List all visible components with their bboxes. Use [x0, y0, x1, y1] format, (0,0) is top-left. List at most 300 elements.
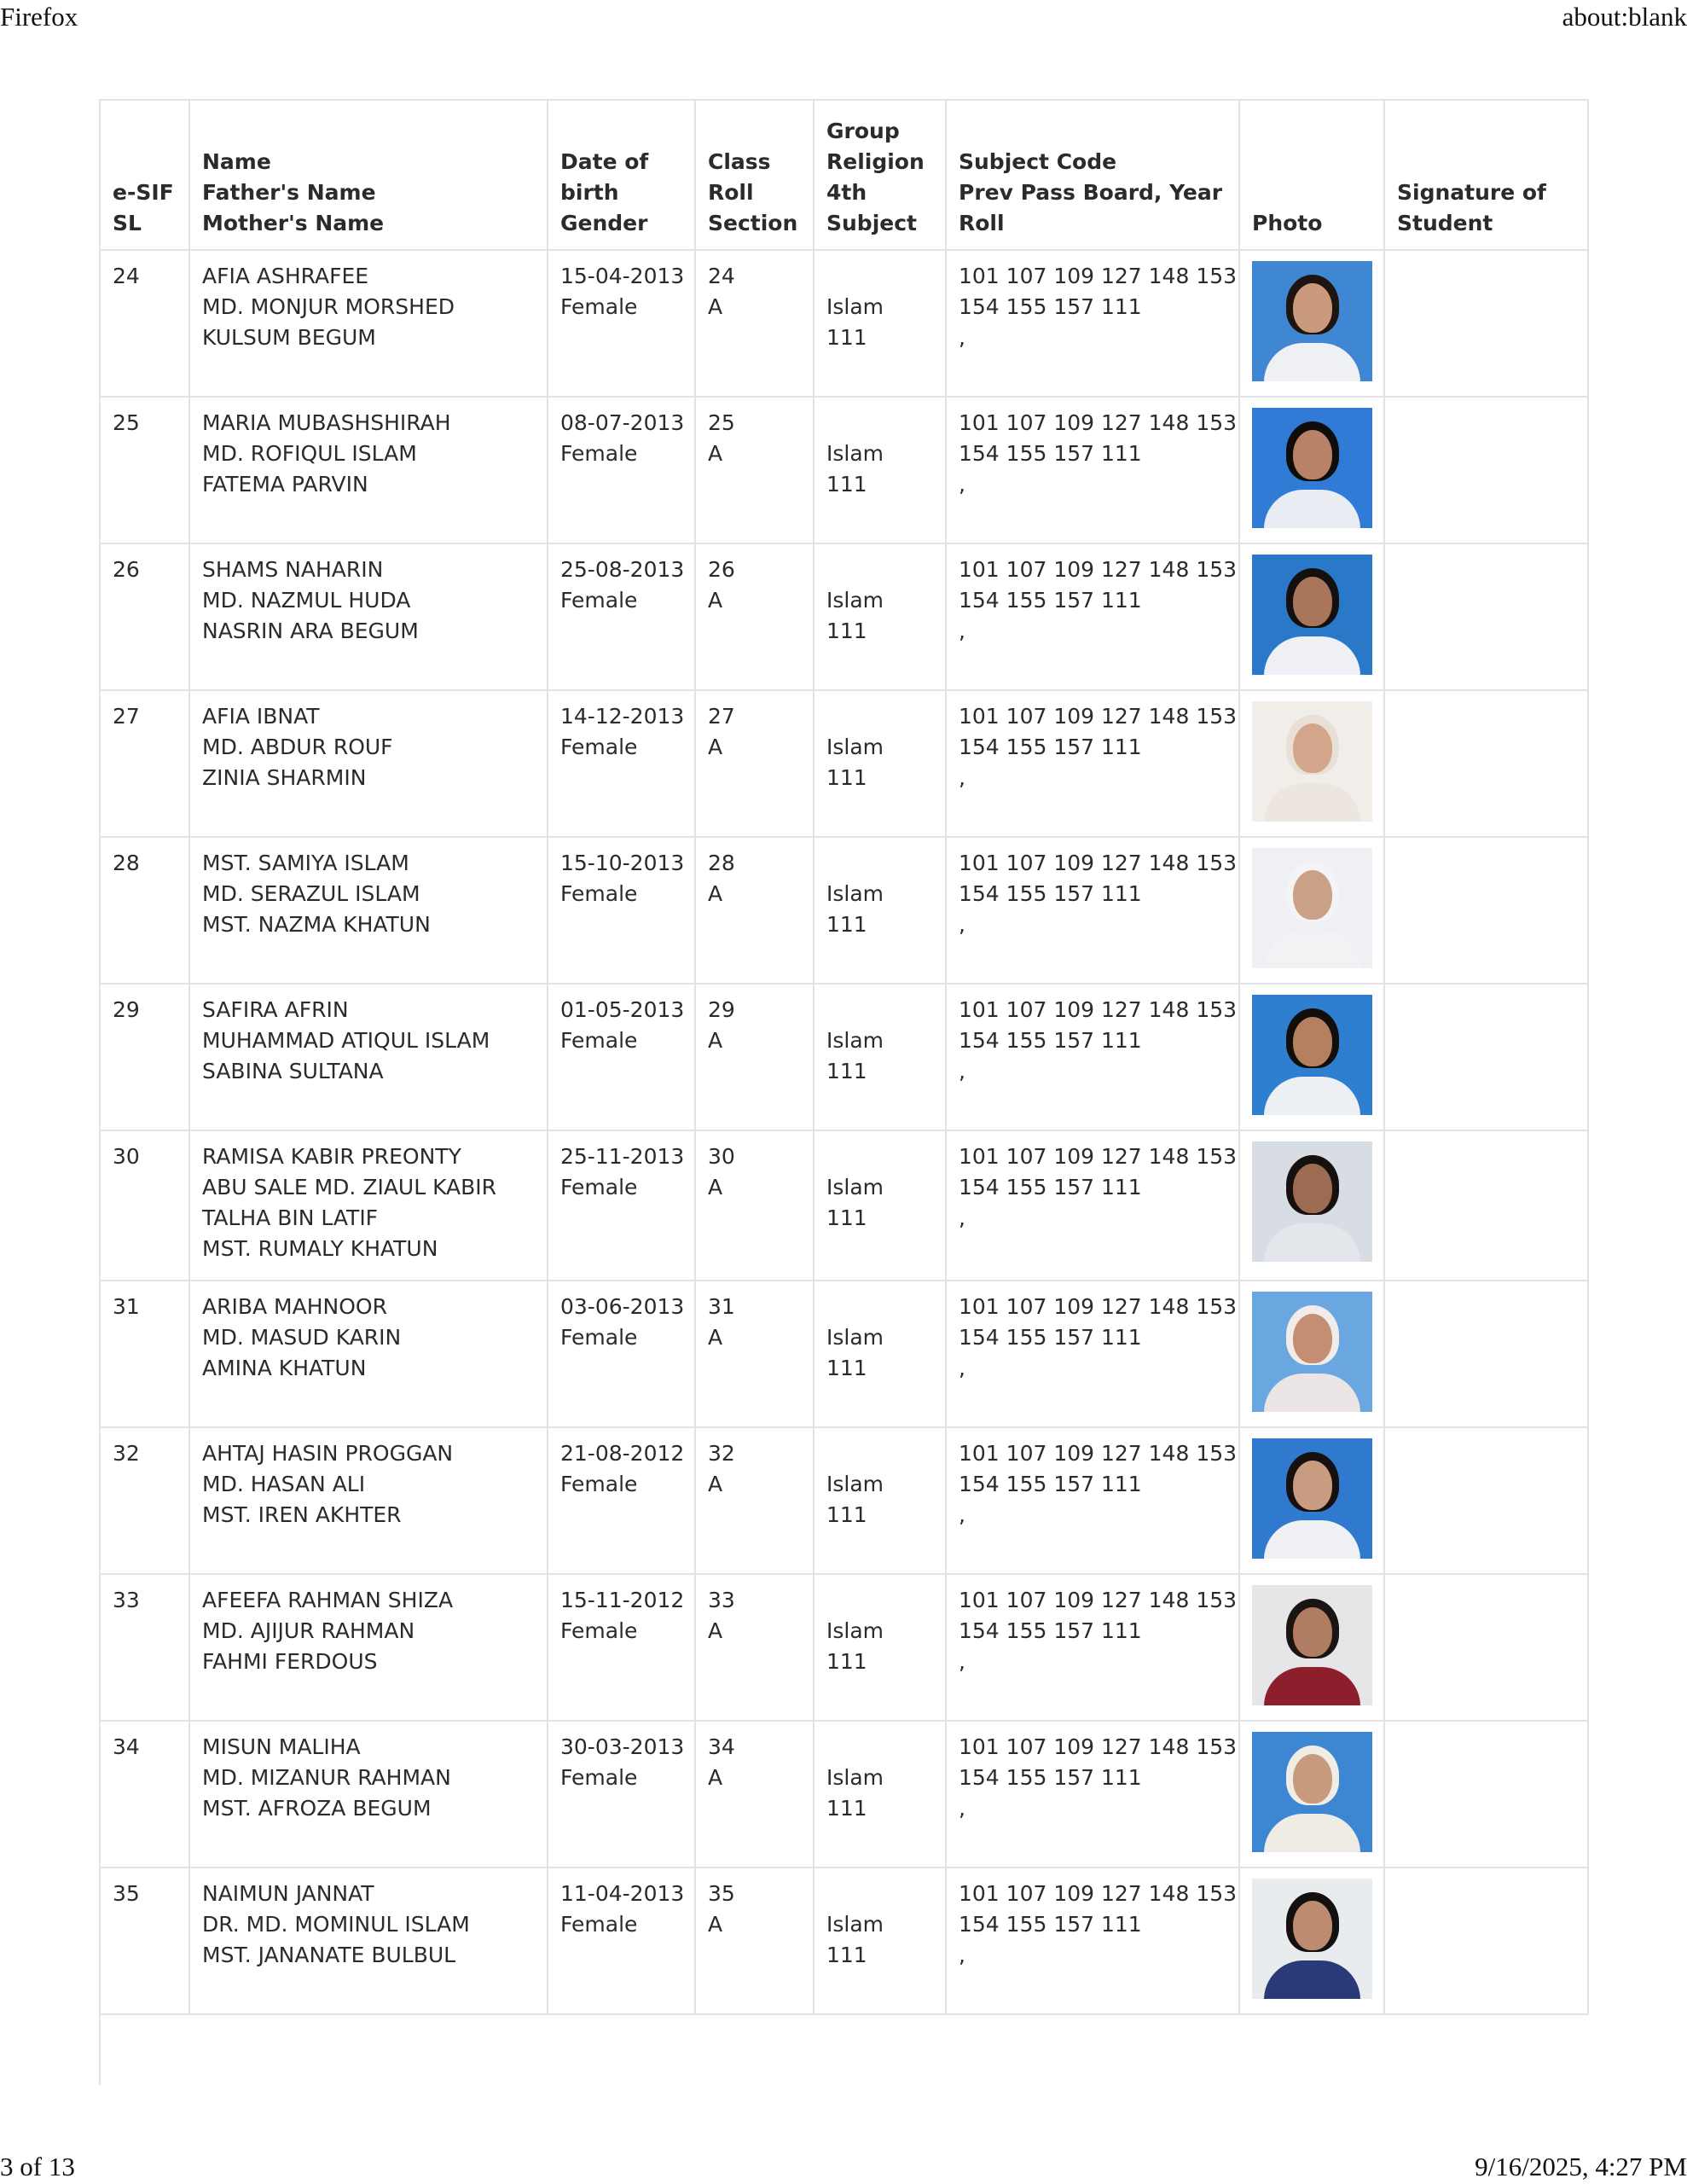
cell-roll-section [695, 1281, 814, 1427]
mother-name: ZINIA SHARMIN [202, 765, 367, 790]
photo-face [1293, 1901, 1332, 1950]
subject-codes-line-2: 154 155 157 111 [959, 881, 1142, 906]
cell-names [189, 1281, 548, 1427]
fourth-subject: 111 [826, 1943, 867, 1967]
subject-codes-line-2: 154 155 157 111 [959, 1765, 1142, 1790]
cell-dob-gender [548, 397, 695, 543]
cell-sl [100, 1867, 189, 2014]
prev-pass-board: , [959, 1796, 965, 1821]
prev-pass-board: , [959, 1205, 965, 1230]
father-name: ABU SALE MD. ZIAUL KABIR [202, 1175, 497, 1199]
cell-photo [1239, 1130, 1384, 1281]
page-url: about:blank [1562, 2, 1687, 32]
group-blank [826, 555, 933, 585]
group-blank [826, 1732, 933, 1763]
cell-names [189, 984, 548, 1130]
photo-uniform [1264, 343, 1360, 381]
subject-codes-line-2: 154 155 157 111 [959, 1175, 1142, 1199]
photo-face [1293, 1164, 1332, 1213]
class-roll: 32 [708, 1441, 735, 1466]
group-blank [826, 701, 933, 732]
father-name: MD. NAZMUL HUDA [202, 588, 411, 613]
cell-photo [1239, 543, 1384, 690]
cell-names [189, 397, 548, 543]
cell-sl [100, 1130, 189, 1281]
subject-codes-line-2: 154 155 157 111 [959, 1618, 1142, 1643]
cell-roll-section [695, 1427, 814, 1574]
gender: Female [560, 1028, 638, 1053]
header-group: Group Religion 4th Subject [814, 100, 946, 250]
table-continuation-rule [99, 1996, 101, 2085]
cell-subject-codes [946, 1867, 1239, 2014]
subject-codes-line-1: 101 107 109 127 148 153 [959, 1734, 1238, 1759]
cell-signature [1384, 1427, 1588, 1574]
cell-subject-codes [946, 1574, 1239, 1721]
cell-sl [100, 1427, 189, 1574]
student-name: MISUN MALIHA [202, 1734, 361, 1759]
religion: Islam [826, 1765, 884, 1790]
student-photo [1252, 1585, 1372, 1705]
prev-pass-board: , [959, 1059, 965, 1083]
gender: Female [560, 294, 638, 319]
mother-name: MST. RUMALY KHATUN [202, 1236, 438, 1261]
class-roll: 26 [708, 557, 735, 582]
group-blank [826, 261, 933, 292]
print-footer [0, 2150, 1687, 2184]
mother-name: NASRIN ARA BEGUM [202, 619, 419, 643]
section: A [708, 1175, 723, 1199]
subject-codes-line-1: 101 107 109 127 148 153 [959, 1588, 1238, 1612]
cell-subject-codes [946, 1281, 1239, 1427]
cell-sl [100, 250, 189, 397]
gender: Female [560, 1765, 638, 1790]
class-roll: 30 [708, 1144, 735, 1169]
cell-names [189, 690, 548, 837]
mother-name: MST. AFROZA BEGUM [202, 1796, 432, 1821]
photo-face [1293, 723, 1332, 773]
father-name: MD. SERAZUL ISLAM [202, 881, 420, 906]
student-name: AFEEFA RAHMAN SHIZA [202, 1588, 454, 1612]
cell-sl [100, 837, 189, 984]
subject-codes-line-1: 101 107 109 127 148 153 [959, 1144, 1238, 1169]
section: A [708, 588, 723, 613]
roster-body [100, 250, 1588, 2014]
photo-uniform [1264, 1960, 1360, 1999]
date-of-birth: 30-03-2013 [560, 1734, 685, 1759]
prev-pass-board: , [959, 1502, 965, 1527]
cell-subject-codes [946, 1721, 1239, 1867]
mother-name: SABINA SULTANA [202, 1059, 384, 1083]
subject-codes-line-1: 101 107 109 127 148 153 [959, 997, 1238, 1022]
mother-name: AMINA KHATUN [202, 1356, 367, 1380]
cell-signature [1384, 250, 1588, 397]
subject-codes-line-2: 154 155 157 111 [959, 1912, 1142, 1937]
table-row [100, 250, 1588, 397]
serial-number: 29 [113, 997, 140, 1022]
subject-codes-line-2: 154 155 157 111 [959, 441, 1142, 466]
section: A [708, 881, 723, 906]
fourth-subject: 111 [826, 1059, 867, 1083]
fourth-subject: 111 [826, 912, 867, 937]
serial-number: 26 [113, 557, 140, 582]
prev-pass-board: , [959, 1649, 965, 1674]
section: A [708, 1028, 723, 1053]
date-of-birth: 15-10-2013 [560, 851, 685, 875]
cell-subject-codes [946, 1427, 1239, 1574]
cell-roll-section [695, 1721, 814, 1867]
photo-face [1293, 1607, 1332, 1657]
group-blank [826, 1292, 933, 1322]
cell-roll-section [695, 690, 814, 837]
photo-uniform [1264, 783, 1360, 822]
cell-dob-gender [548, 1574, 695, 1721]
prev-pass-board: , [959, 1943, 965, 1967]
subject-codes-line-1: 101 107 109 127 148 153 [959, 704, 1238, 729]
date-of-birth: 14-12-2013 [560, 704, 685, 729]
browser-name: Firefox [0, 2, 78, 32]
student-roster-sheet [99, 99, 1587, 2084]
religion: Islam [826, 1618, 884, 1643]
prev-pass-board: , [959, 765, 965, 790]
cell-signature [1384, 1130, 1588, 1281]
table-row [100, 543, 1588, 690]
prev-pass-board: , [959, 325, 965, 350]
student-name: SHAMS NAHARIN [202, 557, 384, 582]
photo-uniform [1264, 1223, 1360, 1262]
cell-names [189, 543, 548, 690]
cell-signature [1384, 837, 1588, 984]
cell-photo [1239, 250, 1384, 397]
cell-signature [1384, 543, 1588, 690]
student-roster-table [99, 99, 1589, 2015]
cell-photo [1239, 1867, 1384, 2014]
religion: Islam [826, 735, 884, 759]
photo-face [1293, 283, 1332, 333]
student-name: AHTAJ HASIN PROGGAN [202, 1441, 454, 1466]
subject-codes-line-1: 101 107 109 127 148 153 [959, 1294, 1238, 1319]
group-blank [826, 1141, 933, 1172]
table-row [100, 1867, 1588, 2014]
cell-group-religion [814, 837, 946, 984]
cell-dob-gender [548, 1721, 695, 1867]
father-name: MD. AJIJUR RAHMAN [202, 1618, 415, 1643]
group-blank [826, 1585, 933, 1616]
fourth-subject: 111 [826, 765, 867, 790]
serial-number: 30 [113, 1144, 140, 1169]
student-name: RAMISA KABIR PREONTY [202, 1144, 461, 1169]
cell-group-religion [814, 397, 946, 543]
header-dob: Date of birth Gender [548, 100, 695, 250]
date-of-birth: 15-11-2012 [560, 1588, 685, 1612]
religion: Islam [826, 588, 884, 613]
serial-number: 32 [113, 1441, 140, 1466]
cell-dob-gender [548, 1130, 695, 1281]
cell-roll-section [695, 984, 814, 1130]
cell-subject-codes [946, 397, 1239, 543]
class-roll: 25 [708, 410, 735, 435]
cell-dob-gender [548, 543, 695, 690]
cell-signature [1384, 1281, 1588, 1427]
photo-face [1293, 430, 1332, 479]
religion: Islam [826, 1028, 884, 1053]
gender: Female [560, 441, 638, 466]
gender: Female [560, 735, 638, 759]
subject-codes-line-1: 101 107 109 127 148 153 [959, 851, 1238, 875]
gender: Female [560, 1175, 638, 1199]
serial-number: 31 [113, 1294, 140, 1319]
cell-sl [100, 1721, 189, 1867]
date-of-birth: 08-07-2013 [560, 410, 685, 435]
father-name: MD. HASAN ALI [202, 1472, 366, 1496]
cell-group-religion [814, 1721, 946, 1867]
page-number: 3 of 13 [0, 2152, 75, 2181]
student-photo [1252, 701, 1372, 822]
table-row [100, 1427, 1588, 1574]
student-photo [1252, 995, 1372, 1115]
photo-uniform [1264, 1077, 1360, 1115]
class-roll: 33 [708, 1588, 735, 1612]
subject-codes-line-2: 154 155 157 111 [959, 1028, 1142, 1053]
serial-number: 33 [113, 1588, 140, 1612]
cell-names [189, 1867, 548, 2014]
student-photo [1252, 261, 1372, 381]
section: A [708, 1325, 723, 1350]
cell-photo [1239, 690, 1384, 837]
header-photo: Photo [1239, 100, 1384, 250]
photo-uniform [1264, 930, 1360, 968]
cell-dob-gender [548, 690, 695, 837]
cell-sl [100, 397, 189, 543]
cell-photo [1239, 1721, 1384, 1867]
section: A [708, 1472, 723, 1496]
table-row [100, 1574, 1588, 1721]
group-blank [826, 1879, 933, 1909]
cell-group-religion [814, 984, 946, 1130]
photo-uniform [1264, 1520, 1360, 1559]
cell-subject-codes [946, 250, 1239, 397]
cell-roll-section [695, 250, 814, 397]
subject-codes-line-1: 101 107 109 127 148 153 [959, 1881, 1238, 1906]
header-signature: Signature of Student [1384, 100, 1588, 250]
cell-photo [1239, 397, 1384, 543]
father-name: MD. ROFIQUL ISLAM [202, 441, 417, 466]
student-name: ARIBA MAHNOOR [202, 1294, 387, 1319]
photo-face [1293, 870, 1332, 920]
cell-photo [1239, 1574, 1384, 1721]
photo-face [1293, 1314, 1332, 1363]
cell-roll-section [695, 1130, 814, 1281]
print-timestamp: 9/16/2025, 4:27 PM [1475, 2152, 1687, 2181]
cell-sl [100, 543, 189, 690]
cell-group-religion [814, 1574, 946, 1721]
student-name: MST. SAMIYA ISLAM [202, 851, 409, 875]
prev-pass-board: , [959, 912, 965, 937]
student-name: MARIA MUBASHSHIRAH [202, 410, 451, 435]
subject-codes-line-2: 154 155 157 111 [959, 1325, 1142, 1350]
cell-group-religion [814, 543, 946, 690]
date-of-birth: 01-05-2013 [560, 997, 685, 1022]
date-of-birth: 03-06-2013 [560, 1294, 685, 1319]
cell-signature [1384, 397, 1588, 543]
cell-sl [100, 1574, 189, 1721]
table-row [100, 984, 1588, 1130]
group-blank [826, 408, 933, 439]
photo-uniform [1264, 490, 1360, 528]
subject-codes-line-2: 154 155 157 111 [959, 1472, 1142, 1496]
gender: Female [560, 1912, 638, 1937]
gender: Female [560, 1472, 638, 1496]
table-row [100, 690, 1588, 837]
cell-group-religion [814, 690, 946, 837]
date-of-birth: 25-11-2013 [560, 1144, 685, 1169]
serial-number: 25 [113, 410, 140, 435]
subject-codes-line-1: 101 107 109 127 148 153 [959, 1441, 1238, 1466]
cell-photo [1239, 1281, 1384, 1427]
serial-number: 24 [113, 264, 140, 288]
date-of-birth: 21-08-2012 [560, 1441, 685, 1466]
father-name: DR. MD. MOMINUL ISLAM [202, 1912, 470, 1937]
class-roll: 35 [708, 1881, 735, 1906]
photo-face [1293, 1754, 1332, 1804]
photo-uniform [1264, 1814, 1360, 1852]
date-of-birth: 15-04-2013 [560, 264, 685, 288]
cell-photo [1239, 837, 1384, 984]
date-of-birth: 11-04-2013 [560, 1881, 685, 1906]
cell-roll-section [695, 1574, 814, 1721]
subject-codes-line-2: 154 155 157 111 [959, 588, 1142, 613]
subject-codes-line-2: 154 155 157 111 [959, 294, 1142, 319]
mother-name: MST. JANANATE BULBUL [202, 1943, 456, 1967]
religion: Islam [826, 441, 884, 466]
cell-names [189, 250, 548, 397]
cell-photo [1239, 984, 1384, 1130]
student-name: SAFIRA AFRIN [202, 997, 349, 1022]
cell-signature [1384, 1721, 1588, 1867]
student-photo [1252, 1438, 1372, 1559]
father-name: MD. MASUD KARIN [202, 1325, 402, 1350]
cell-dob-gender [548, 984, 695, 1130]
table-row [100, 397, 1588, 543]
photo-face [1293, 1461, 1332, 1510]
cell-group-religion [814, 1427, 946, 1574]
class-roll: 24 [708, 264, 735, 288]
subject-codes-line-1: 101 107 109 127 148 153 [959, 557, 1238, 582]
religion: Islam [826, 294, 884, 319]
student-name: NAIMUN JANNAT [202, 1881, 374, 1906]
cell-subject-codes [946, 1130, 1239, 1281]
gender: Female [560, 1325, 638, 1350]
cell-group-religion [814, 250, 946, 397]
cell-roll-section [695, 837, 814, 984]
student-photo [1252, 1141, 1372, 1262]
fourth-subject: 111 [826, 1356, 867, 1380]
prev-pass-board: , [959, 1356, 965, 1380]
religion: Islam [826, 1912, 884, 1937]
mother-name: MST. IREN AKHTER [202, 1502, 402, 1527]
prev-pass-board: , [959, 472, 965, 497]
class-roll: 29 [708, 997, 735, 1022]
cell-signature [1384, 1574, 1588, 1721]
cell-group-religion [814, 1130, 946, 1281]
cell-dob-gender [548, 1427, 695, 1574]
cell-names [189, 1130, 548, 1281]
gender: Female [560, 588, 638, 613]
table-row [100, 837, 1588, 984]
mother-name: FATEMA PARVIN [202, 472, 368, 497]
print-header [0, 0, 1687, 34]
header-roll: Class Roll Section [695, 100, 814, 250]
cell-names [189, 1574, 548, 1721]
cell-subject-codes [946, 543, 1239, 690]
fourth-subject: 111 [826, 325, 867, 350]
student-name: AFIA IBNAT [202, 704, 320, 729]
student-photo [1252, 1292, 1372, 1412]
guardian-name: TALHA BIN LATIF [202, 1205, 379, 1230]
serial-number: 34 [113, 1734, 140, 1759]
cell-dob-gender [548, 1867, 695, 2014]
father-name: MD. ABDUR ROUF [202, 735, 393, 759]
cell-signature [1384, 1867, 1588, 2014]
class-roll: 28 [708, 851, 735, 875]
header-row [100, 100, 1588, 250]
mother-name: KULSUM BEGUM [202, 325, 376, 350]
cell-sl [100, 1281, 189, 1427]
student-photo [1252, 848, 1372, 968]
header-sl: e-SIF SL [100, 100, 189, 250]
photo-uniform [1264, 1374, 1360, 1412]
class-roll: 27 [708, 704, 735, 729]
cell-roll-section [695, 397, 814, 543]
cell-dob-gender [548, 837, 695, 984]
cell-subject-codes [946, 690, 1239, 837]
student-name: AFIA ASHRAFEE [202, 264, 369, 288]
cell-dob-gender [548, 1281, 695, 1427]
subject-codes-line-2: 154 155 157 111 [959, 735, 1142, 759]
religion: Islam [826, 1472, 884, 1496]
subject-codes-line-1: 101 107 109 127 148 153 [959, 410, 1238, 435]
cell-signature [1384, 984, 1588, 1130]
father-name: MUHAMMAD ATIQUL ISLAM [202, 1028, 490, 1053]
student-photo [1252, 555, 1372, 675]
table-row [100, 1721, 1588, 1867]
section: A [708, 441, 723, 466]
group-blank [826, 1438, 933, 1469]
table-row [100, 1281, 1588, 1427]
father-name: MD. MONJUR MORSHED [202, 294, 455, 319]
mother-name: MST. NAZMA KHATUN [202, 912, 431, 937]
fourth-subject: 111 [826, 1502, 867, 1527]
photo-uniform [1264, 1667, 1360, 1705]
table-row [100, 1130, 1588, 1281]
gender: Female [560, 1618, 638, 1643]
cell-names [189, 837, 548, 984]
cell-roll-section [695, 1867, 814, 2014]
cell-signature [1384, 690, 1588, 837]
cell-group-religion [814, 1281, 946, 1427]
fourth-subject: 111 [826, 472, 867, 497]
section: A [708, 1618, 723, 1643]
class-roll: 34 [708, 1734, 735, 1759]
cell-sl [100, 984, 189, 1130]
cell-subject-codes [946, 984, 1239, 1130]
cell-names [189, 1721, 548, 1867]
cell-photo [1239, 1427, 1384, 1574]
cell-sl [100, 690, 189, 837]
religion: Islam [826, 881, 884, 906]
photo-uniform [1264, 636, 1360, 675]
student-photo [1252, 408, 1372, 528]
header-subject: Subject Code Prev Pass Board, Year Roll [946, 100, 1239, 250]
